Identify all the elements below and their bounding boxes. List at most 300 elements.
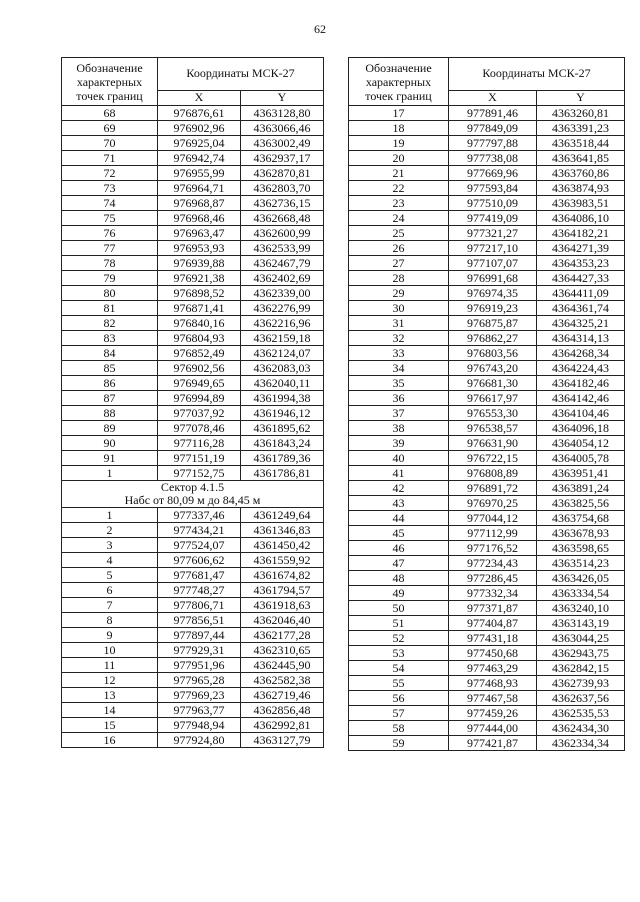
point-number: 23	[349, 196, 449, 211]
coord-x: 976955,99	[158, 166, 241, 181]
point-number: 35	[349, 376, 449, 391]
coord-y: 4363143,19	[537, 616, 625, 631]
coord-x: 977217,10	[449, 241, 537, 256]
point-number: 75	[62, 211, 158, 226]
point-number: 78	[62, 256, 158, 271]
point-number: 55	[349, 676, 449, 691]
table-row	[62, 271, 324, 286]
table-row	[62, 106, 324, 121]
point-number: 83	[62, 331, 158, 346]
coord-x: 976803,56	[449, 346, 537, 361]
coord-y: 4364104,46	[537, 406, 625, 421]
coord-y: 4363391,23	[537, 121, 625, 136]
point-number: 49	[349, 586, 449, 601]
coord-x: 976891,72	[449, 481, 537, 496]
table-row	[349, 271, 625, 286]
coord-y: 4362124,07	[241, 346, 324, 361]
table-row	[349, 301, 625, 316]
table-row	[62, 538, 324, 553]
coord-y: 4361895,62	[241, 421, 324, 436]
coord-x: 977234,43	[449, 556, 537, 571]
table-row	[62, 733, 324, 748]
coord-y: 4361843,24	[241, 436, 324, 451]
point-number: 56	[349, 691, 449, 706]
table-row	[349, 151, 625, 166]
point-number: 59	[349, 736, 449, 751]
point-number: 81	[62, 301, 158, 316]
point-number: 72	[62, 166, 158, 181]
coord-y: 4362719,46	[241, 688, 324, 703]
coord-x: 977078,46	[158, 421, 241, 436]
coord-x: 976963,47	[158, 226, 241, 241]
table-row	[62, 583, 324, 598]
point-number: 91	[62, 451, 158, 466]
coord-x: 977337,46	[158, 508, 241, 523]
coord-x: 977897,44	[158, 628, 241, 643]
coord-y: 4361559,92	[241, 553, 324, 568]
coord-x: 977806,71	[158, 598, 241, 613]
coord-x: 976631,90	[449, 436, 537, 451]
point-number: 5	[62, 568, 158, 583]
point-number: 14	[62, 703, 158, 718]
coord-y: 4364054,12	[537, 436, 625, 451]
coord-y: 4363514,23	[537, 556, 625, 571]
coord-y: 4364353,23	[537, 256, 625, 271]
table-row	[62, 181, 324, 196]
table-row	[62, 226, 324, 241]
point-number: 90	[62, 436, 158, 451]
coord-y: 4363334,54	[537, 586, 625, 601]
point-number: 8	[62, 613, 158, 628]
coord-y: 4362334,34	[537, 736, 625, 751]
table-row	[62, 466, 324, 481]
coord-y: 4361946,12	[241, 406, 324, 421]
table-row	[62, 568, 324, 583]
point-number: 32	[349, 331, 449, 346]
point-number: 45	[349, 526, 449, 541]
table-row	[349, 661, 625, 676]
table-row	[349, 256, 625, 271]
coord-x: 977969,23	[158, 688, 241, 703]
coord-x: 976902,96	[158, 121, 241, 136]
point-number: 34	[349, 361, 449, 376]
point-number: 25	[349, 226, 449, 241]
coord-x: 976968,46	[158, 211, 241, 226]
coord-y: 4364005,78	[537, 451, 625, 466]
table-row	[62, 121, 324, 136]
point-number: 1	[62, 466, 158, 481]
coord-y: 4364182,46	[537, 376, 625, 391]
point-number: 24	[349, 211, 449, 226]
point-number: 86	[62, 376, 158, 391]
coord-y: 4363825,56	[537, 496, 625, 511]
table-row	[62, 643, 324, 658]
coord-y: 4361994,38	[241, 391, 324, 406]
table-row	[62, 376, 324, 391]
coord-y: 4363044,25	[537, 631, 625, 646]
coord-y: 4361786,81	[241, 466, 324, 481]
header-coordinates: Координаты МСК-27	[449, 58, 625, 91]
coord-x: 977037,92	[158, 406, 241, 421]
coord-y: 4364325,21	[537, 316, 625, 331]
coord-x: 976974,35	[449, 286, 537, 301]
table-row	[349, 331, 625, 346]
point-number: 17	[349, 106, 449, 121]
coord-x: 977797,88	[449, 136, 537, 151]
table-row	[349, 466, 625, 481]
coord-x: 977929,31	[158, 643, 241, 658]
coord-x: 977924,80	[158, 733, 241, 748]
table-row	[62, 598, 324, 613]
point-number: 1	[62, 508, 158, 523]
point-number: 4	[62, 553, 158, 568]
coord-y: 4363240,10	[537, 601, 625, 616]
coord-x: 976970,25	[449, 496, 537, 511]
table-row	[62, 688, 324, 703]
point-number: 15	[62, 718, 158, 733]
coord-x: 977891,46	[449, 106, 537, 121]
point-number: 71	[62, 151, 158, 166]
right-table-body	[349, 106, 625, 751]
point-number: 20	[349, 151, 449, 166]
point-number: 16	[62, 733, 158, 748]
coord-y: 4362177,28	[241, 628, 324, 643]
point-number: 73	[62, 181, 158, 196]
coord-y: 4362943,75	[537, 646, 625, 661]
table-row	[62, 553, 324, 568]
coord-y: 4364314,13	[537, 331, 625, 346]
point-number: 79	[62, 271, 158, 286]
table-row	[349, 286, 625, 301]
table-row	[349, 121, 625, 136]
coord-x: 976808,89	[449, 466, 537, 481]
coord-x: 977965,28	[158, 673, 241, 688]
coord-x: 976964,71	[158, 181, 241, 196]
table-row	[349, 241, 625, 256]
coord-y: 4362339,00	[241, 286, 324, 301]
point-number: 37	[349, 406, 449, 421]
table-row	[62, 211, 324, 226]
coord-y: 4361346,83	[241, 523, 324, 538]
table-row	[62, 316, 324, 331]
coord-y: 4363066,46	[241, 121, 324, 136]
point-number: 26	[349, 241, 449, 256]
table-row	[349, 436, 625, 451]
point-number: 2	[62, 523, 158, 538]
coord-y: 4361918,63	[241, 598, 324, 613]
header-y: Y	[241, 90, 324, 105]
coord-y: 4364224,43	[537, 361, 625, 376]
table-row	[62, 391, 324, 406]
coord-y: 4362668,48	[241, 211, 324, 226]
point-number: 87	[62, 391, 158, 406]
coord-x: 977669,96	[449, 166, 537, 181]
coord-y: 4362842,15	[537, 661, 625, 676]
point-number: 54	[349, 661, 449, 676]
table-row	[62, 196, 324, 211]
point-number: 43	[349, 496, 449, 511]
point-number: 74	[62, 196, 158, 211]
coord-x: 977459,26	[449, 706, 537, 721]
coord-y: 4363518,44	[537, 136, 625, 151]
point-number: 22	[349, 181, 449, 196]
header-designation: Обозначение характерных точек границ	[62, 58, 158, 106]
table-row	[62, 673, 324, 688]
coord-x: 977321,27	[449, 226, 537, 241]
coord-x: 977151,19	[158, 451, 241, 466]
table-row	[349, 676, 625, 691]
point-number: 30	[349, 301, 449, 316]
coord-y: 4363983,51	[537, 196, 625, 211]
page-number: 62	[314, 22, 326, 36]
header-coordinates: Координаты МСК-27	[158, 58, 324, 91]
table-row	[62, 151, 324, 166]
point-number: 41	[349, 466, 449, 481]
coord-y: 4364268,34	[537, 346, 625, 361]
table-row	[62, 421, 324, 436]
coord-x: 977419,09	[449, 211, 537, 226]
coord-y: 4364142,46	[537, 391, 625, 406]
coord-y: 4361794,57	[241, 583, 324, 598]
point-number: 27	[349, 256, 449, 271]
table-row	[349, 166, 625, 181]
header-designation: Обозначение характерных точек границ	[349, 58, 449, 106]
coord-y: 4362159,18	[241, 331, 324, 346]
coord-x: 976852,49	[158, 346, 241, 361]
coord-y: 4361450,42	[241, 538, 324, 553]
table-row	[62, 286, 324, 301]
table-row	[349, 496, 625, 511]
point-number: 7	[62, 598, 158, 613]
coord-y: 4362434,30	[537, 721, 625, 736]
table-row	[349, 646, 625, 661]
coord-y: 4362402,69	[241, 271, 324, 286]
table-row	[349, 226, 625, 241]
point-number: 18	[349, 121, 449, 136]
coord-x: 976875,87	[449, 316, 537, 331]
coord-y: 4363760,86	[537, 166, 625, 181]
point-number: 47	[349, 556, 449, 571]
table-row	[62, 166, 324, 181]
coord-y: 4362445,90	[241, 658, 324, 673]
table-row	[349, 586, 625, 601]
table-row	[62, 136, 324, 151]
point-number: 29	[349, 286, 449, 301]
coord-y: 4363127,79	[241, 733, 324, 748]
table-row	[62, 361, 324, 376]
coord-y: 4363260,81	[537, 106, 625, 121]
coord-x: 977176,52	[449, 541, 537, 556]
point-number: 38	[349, 421, 449, 436]
coord-x: 977112,99	[449, 526, 537, 541]
coord-y: 4362600,99	[241, 226, 324, 241]
coord-y: 4363598,65	[537, 541, 625, 556]
point-number: 44	[349, 511, 449, 526]
header-x: X	[449, 90, 537, 105]
coord-y: 4362803,70	[241, 181, 324, 196]
point-number: 84	[62, 346, 158, 361]
table-row	[62, 628, 324, 643]
table-row	[349, 316, 625, 331]
table-row	[349, 631, 625, 646]
coord-x: 977404,87	[449, 616, 537, 631]
coord-x: 976921,38	[158, 271, 241, 286]
point-number: 3	[62, 538, 158, 553]
coord-x: 977948,94	[158, 718, 241, 733]
coord-x: 976953,93	[158, 241, 241, 256]
table-row	[62, 256, 324, 271]
coord-x: 977856,51	[158, 613, 241, 628]
coord-x: 976681,30	[449, 376, 537, 391]
point-number: 28	[349, 271, 449, 286]
table-row	[62, 451, 324, 466]
point-number: 68	[62, 106, 158, 121]
table-row	[349, 361, 625, 376]
coord-x: 977849,09	[449, 121, 537, 136]
point-number: 51	[349, 616, 449, 631]
coord-y: 4363678,93	[537, 526, 625, 541]
table-row	[349, 526, 625, 541]
sector-row	[62, 481, 324, 508]
header-y: Y	[537, 90, 625, 105]
table-row	[349, 136, 625, 151]
coord-y: 4362467,79	[241, 256, 324, 271]
coord-x: 976538,57	[449, 421, 537, 436]
coord-x: 977421,87	[449, 736, 537, 751]
coord-x: 976942,74	[158, 151, 241, 166]
coord-x: 977467,58	[449, 691, 537, 706]
coord-y: 4362739,93	[537, 676, 625, 691]
coord-y: 4363951,41	[537, 466, 625, 481]
point-number: 76	[62, 226, 158, 241]
coord-x: 976898,52	[158, 286, 241, 301]
point-number: 50	[349, 601, 449, 616]
coord-x: 977332,34	[449, 586, 537, 601]
coord-y: 4362856,48	[241, 703, 324, 718]
point-number: 88	[62, 406, 158, 421]
table-row	[349, 451, 625, 466]
coord-x: 976553,30	[449, 406, 537, 421]
table-row	[349, 571, 625, 586]
coord-x: 977371,87	[449, 601, 537, 616]
coordinates-table-left	[61, 57, 324, 748]
coord-y: 4364096,18	[537, 421, 625, 436]
coord-y: 4363426,05	[537, 571, 625, 586]
table-row	[62, 241, 324, 256]
coord-x: 977593,84	[449, 181, 537, 196]
table-row	[349, 421, 625, 436]
coord-y: 4362637,56	[537, 691, 625, 706]
coord-y: 4362040,11	[241, 376, 324, 391]
coord-x: 976939,88	[158, 256, 241, 271]
coordinates-table-right	[348, 57, 625, 751]
point-number: 57	[349, 706, 449, 721]
coord-x: 976991,68	[449, 271, 537, 286]
point-number: 89	[62, 421, 158, 436]
coord-x: 976925,04	[158, 136, 241, 151]
point-number: 39	[349, 436, 449, 451]
coord-x: 976871,41	[158, 301, 241, 316]
coord-y: 4361674,82	[241, 568, 324, 583]
table-row	[349, 541, 625, 556]
table-row	[349, 616, 625, 631]
point-number: 42	[349, 481, 449, 496]
coord-y: 4362736,15	[241, 196, 324, 211]
coord-x: 976743,20	[449, 361, 537, 376]
coord-x: 977286,45	[449, 571, 537, 586]
coord-x: 977748,27	[158, 583, 241, 598]
coord-x: 977963,77	[158, 703, 241, 718]
coord-y: 4362533,99	[241, 241, 324, 256]
coord-x: 977951,96	[158, 658, 241, 673]
coord-y: 4363874,93	[537, 181, 625, 196]
coord-y: 4362582,38	[241, 673, 324, 688]
coord-x: 977431,18	[449, 631, 537, 646]
coord-y: 4363128,80	[241, 106, 324, 121]
coord-y: 4364427,33	[537, 271, 625, 286]
coord-x: 977044,12	[449, 511, 537, 526]
coord-y: 4364086,10	[537, 211, 625, 226]
table-row	[62, 718, 324, 733]
table-row	[349, 346, 625, 361]
coord-x: 976949,65	[158, 376, 241, 391]
table-row	[349, 511, 625, 526]
coord-x: 976617,97	[449, 391, 537, 406]
point-number: 12	[62, 673, 158, 688]
point-number: 40	[349, 451, 449, 466]
coord-y: 4362937,17	[241, 151, 324, 166]
point-number: 11	[62, 658, 158, 673]
point-number: 80	[62, 286, 158, 301]
table-row	[349, 556, 625, 571]
left-table-body-top	[62, 106, 324, 481]
coord-y: 4361789,36	[241, 451, 324, 466]
point-number: 69	[62, 121, 158, 136]
left-table-body-bottom	[62, 508, 324, 748]
table-row	[62, 301, 324, 316]
coord-x: 976840,16	[158, 316, 241, 331]
table-row	[62, 436, 324, 451]
point-number: 58	[349, 721, 449, 736]
table-row	[349, 376, 625, 391]
point-number: 70	[62, 136, 158, 151]
point-number: 9	[62, 628, 158, 643]
point-number: 53	[349, 646, 449, 661]
coord-y: 4362083,03	[241, 361, 324, 376]
point-number: 10	[62, 643, 158, 658]
table-row	[349, 181, 625, 196]
coord-x: 977152,75	[158, 466, 241, 481]
point-number: 48	[349, 571, 449, 586]
coord-y: 4363891,24	[537, 481, 625, 496]
coord-y: 4362992,81	[241, 718, 324, 733]
coord-x: 976902,56	[158, 361, 241, 376]
coord-x: 976876,61	[158, 106, 241, 121]
coord-x: 977116,28	[158, 436, 241, 451]
coord-x: 977107,07	[449, 256, 537, 271]
coord-x: 977510,09	[449, 196, 537, 211]
point-number: 31	[349, 316, 449, 331]
coord-x: 977606,62	[158, 553, 241, 568]
point-number: 21	[349, 166, 449, 181]
coord-x: 976862,27	[449, 331, 537, 346]
table-row	[349, 406, 625, 421]
table-row	[349, 691, 625, 706]
coord-x: 977444,00	[449, 721, 537, 736]
coord-x: 977524,07	[158, 538, 241, 553]
point-number: 77	[62, 241, 158, 256]
coord-x: 976722,15	[449, 451, 537, 466]
